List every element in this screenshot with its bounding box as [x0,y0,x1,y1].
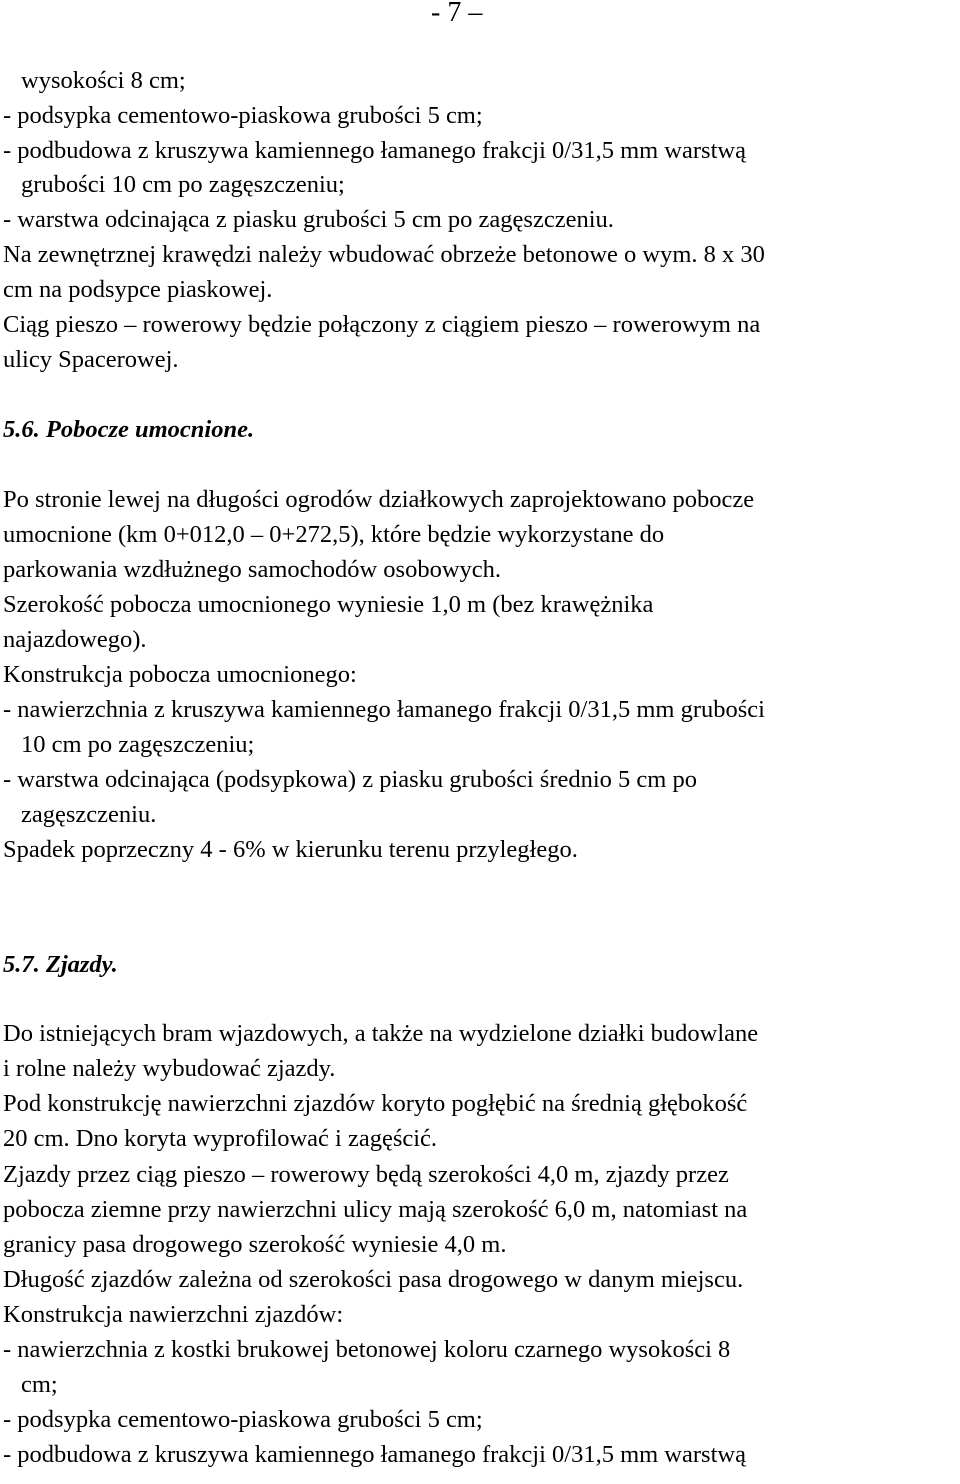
text-line: umocnione (km 0+012,0 – 0+272,5), które będzie wykorzystane do [3,521,665,548]
text-line: Spadek poprzeczny 4 - 6% w kierunku terenu przyległego. [3,836,578,863]
text-line: - podbudowa z kruszywa kamiennego łamanego frakcji 0/31,5 mm warstwą [3,1441,746,1468]
text-line: - podsypka cementowo-piaskowa grubości 5 cm; [3,102,483,129]
text-line: Konstrukcja pobocza umocnionego: [3,661,357,688]
text-line: pobocza ziemne przy nawierzchni ulicy mają szerokość 6,0 m, natomiast na [3,1196,748,1223]
text-line: Szerokość pobocza umocnionego wyniesie 1,0 m (bez krawężnika [3,591,654,618]
text-line: Pod konstrukcję nawierzchni zjazdów koryto pogłębić na średnią głębokość [3,1090,748,1117]
text-line: - warstwa odcinająca z piasku grubości 5 cm po zagęszczeniu. [3,206,614,233]
text-line: cm na podsypce piaskowej. [3,276,273,303]
text-line: cm; [21,1371,58,1398]
text-line: Konstrukcja nawierzchni zjazdów: [3,1301,344,1328]
section-heading: 5.7. Zjazdy. [3,951,118,978]
text-line: 20 cm. Dno koryta wyprofilować i zagęścić. [3,1125,438,1152]
text-line: - podsypka cementowo-piaskowa grubości 5 cm; [3,1406,483,1433]
text-line: 10 cm po zagęszczeniu; [21,731,255,758]
text-line: Zjazdy przez ciąg pieszo – rowerowy będą szerokości 4,0 m, zjazdy przez [3,1161,729,1188]
text-line: - warstwa odcinająca (podsypkowa) z piasku grubości średnio 5 cm po [3,766,697,793]
text-line: Ciąg pieszo – rowerowy będzie połączony z ciągiem pieszo – rowerowym na [3,311,761,338]
text-line: zagęszczeniu. [21,801,157,828]
text-line: i rolne należy wybudować zjazdy. [3,1055,336,1082]
text-line: granicy pasa drogowego szerokość wyniesie 4,0 m. [3,1231,507,1258]
text-line: Długość zjazdów zależna od szerokości pasa drogowego w danym miejscu. [3,1266,744,1293]
text-line: ulicy Spacerowej. [3,346,179,373]
text-line: parkowania wzdłużnego samochodów osobowych. [3,556,502,583]
text-line: najazdowego). [3,626,147,653]
text-line: grubości 10 cm po zagęszczeniu; [21,171,345,198]
text-line: - nawierzchnia z kostki brukowej betonowej koloru czarnego wysokości 8 [3,1336,731,1363]
text-line: Na zewnętrznej krawędzi należy wbudować obrzeże betonowe o wym. 8 x 30 [3,241,765,268]
page-number: - 7 – [431,0,483,28]
text-line: wysokości 8 cm; [21,67,186,94]
text-line: Do istniejących bram wjazdowych, a także na wydzielone działki budowlane [3,1020,759,1047]
text-line: Po stronie lewej na długości ogrodów działkowych zaprojektowano pobocze [3,486,755,513]
section-heading: 5.6. Pobocze umocnione. [3,416,255,443]
text-line: - podbudowa z kruszywa kamiennego łamanego frakcji 0/31,5 mm warstwą [3,137,746,164]
text-line: - nawierzchnia z kruszywa kamiennego łamanego frakcji 0/31,5 mm grubości [3,696,765,723]
